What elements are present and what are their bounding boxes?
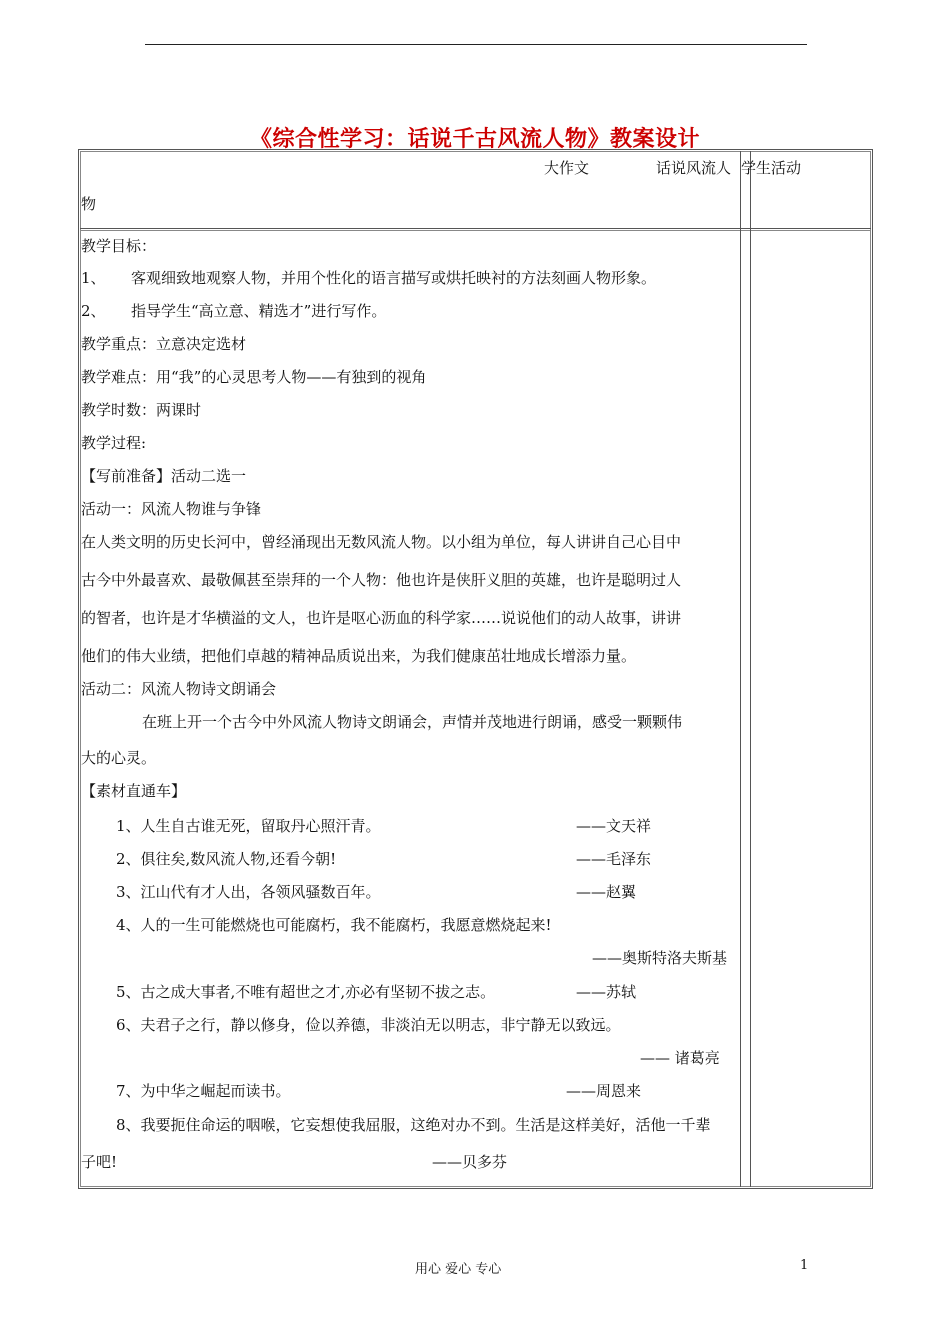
page-number: 1 [800, 1258, 809, 1273]
objectives-heading: 教学目标： [81, 237, 157, 255]
quote-text: 7、为中华之崛起而读书。 [116, 1082, 291, 1100]
quote-author: —— 诸葛亮 [640, 1049, 720, 1067]
quote-text: 6、夫君子之行，静以修身，俭以养德，非淡泊无以明志，非宁静无以致远。 [116, 1016, 621, 1034]
difficulty: 教学难点：用“我”的心灵思考人物——有独到的视角 [81, 368, 427, 386]
footer-motto: 用心 爱心 专心 [415, 1262, 502, 1277]
quote-author: ——奥斯特洛夫斯基 [592, 949, 728, 967]
quote-text: 1、人生自古谁无死，留取丹心照汗青。 [116, 817, 381, 835]
quote-author: ——周恩来 [566, 1082, 642, 1100]
quote-author: ——赵翼 [576, 883, 637, 901]
objective-2-text: 指导学生“高立意、精选才”进行写作。 [131, 302, 387, 320]
quote-author: ——苏轼 [576, 983, 637, 1001]
prep-heading: 【写前准备】活动二选一 [81, 467, 247, 485]
activity2-line: 大的心灵。 [81, 749, 157, 767]
activity1-title: 活动一：风流人物谁与争锋 [81, 500, 262, 518]
objective-1-text: 客观细致地观察人物，并用个性化的语言描写或烘托映衬的方法刻画人物形象。 [131, 269, 657, 287]
quote-text: 3、江山代有才人出，各领风骚数百年。 [116, 883, 381, 901]
page-title: 《综合性学习：话说千古风流人物》教案设计 [249, 126, 700, 152]
header-cell-topic-wrap: 物 [81, 195, 97, 213]
column-divider-inner [750, 151, 751, 1187]
activity1-line: 在人类文明的历史长河中，曾经涌现出无数风流人物。以小组为单位，每人讲讲自己心目中 [81, 533, 682, 551]
column-divider [740, 151, 741, 1187]
quote-text: 4、人的一生可能燃烧也可能腐朽，我不能腐朽，我愿意燃烧起来! [116, 916, 552, 934]
quote-text: 5、古之成大事者,不唯有超世之才,亦必有坚韧不拔之志。 [116, 983, 496, 1001]
quote-text: 2、俱往矣,数风流人物,还看今朝! [116, 850, 337, 868]
quote-author: ——文天祥 [576, 817, 652, 835]
activity2-line: 在班上开一个古今中外风流人物诗文朗诵会，声情并茂地进行朗诵，感受一颗颗伟 [142, 713, 683, 731]
activity1-line: 古今中外最喜欢、最敬佩甚至崇拜的一个人物：他也许是侠肝义胆的英雄，也许是聪明过人 [81, 571, 682, 589]
header-cell-activity: 学生活动 [741, 159, 802, 177]
materials-heading: 【素材直通车】 [81, 782, 187, 800]
activity1-line: 他们的伟大业绩，把他们卓越的精神品质说出来，为我们健康茁壮地成长增添力量。 [81, 647, 637, 665]
key-point: 教学重点：立意决定选材 [81, 335, 247, 353]
row-divider [80, 228, 871, 229]
row-divider-inner [80, 230, 871, 231]
activity2-title: 活动二：风流人物诗文朗诵会 [81, 680, 277, 698]
quote-author: ——毛泽东 [576, 850, 652, 868]
quote-author: ——贝多芬 [432, 1153, 508, 1171]
objective-1-number: 1、 [81, 269, 106, 287]
teaching-hours: 教学时数：两课时 [81, 401, 202, 419]
quote-text-wrap: 子吧! [81, 1153, 118, 1171]
objective-2-number: 2、 [81, 302, 106, 320]
activity1-line: 的智者，也许是才华横溢的文人，也许是呕心沥血的科学家……说说他们的动人故事，讲讲 [81, 609, 682, 627]
header-cell-type: 大作文 [544, 159, 590, 177]
process-heading: 教学过程: [81, 434, 147, 452]
header-rule [145, 44, 807, 45]
quote-text: 8、我要扼住命运的咽喉，它妄想使我屈服，这绝对办不到。生活是这样美好，活他一千辈 [116, 1116, 711, 1134]
header-cell-topic: 话说风流人 [656, 159, 732, 177]
